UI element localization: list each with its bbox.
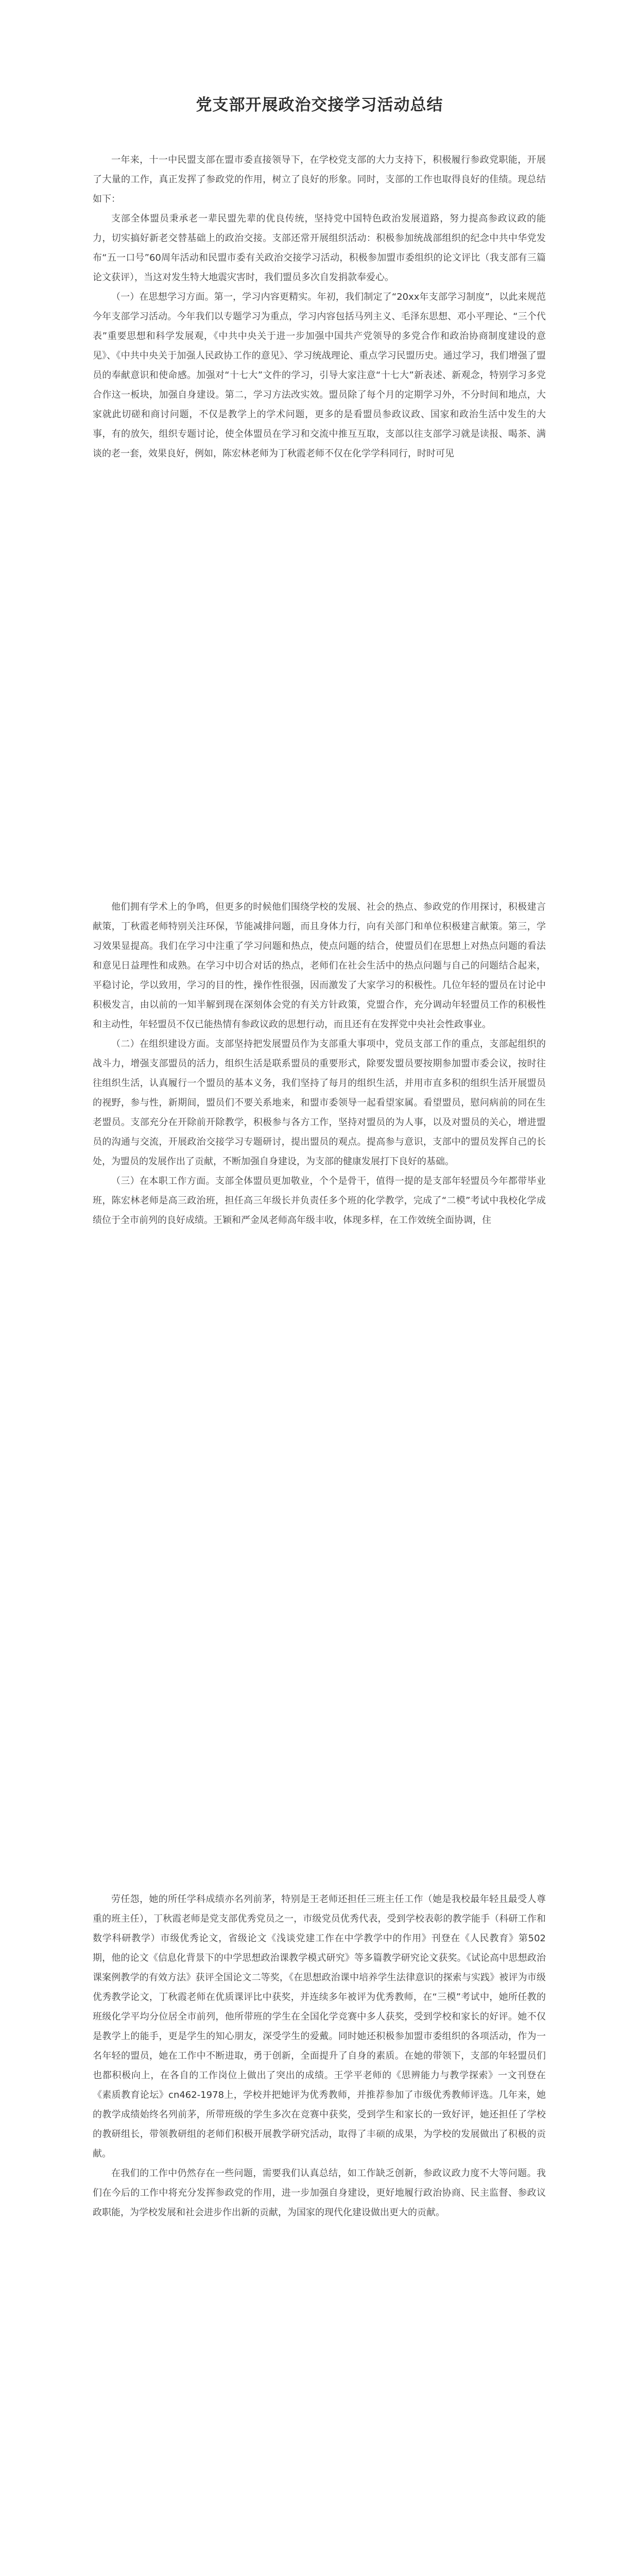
paragraph: 劳任怨，她的所任学科成绩亦名列前茅，特别是王老师还担任三班主任工作（她是我校最年轻且最受人尊重的班主任），丁秋霞老师是党支部优秀党员之一，市级党员优秀代表，受到学校表彰的教学能手（科研工作和数学科研教学）市级优秀论文，省级论文《浅谈党建工作在中学教学中的作用》刊登在《人民教育》第502期，他的论文《信息化背景下的中学思想政治课教学模式研究》等多篇教学研究论文获奖。《试论高中思想政治课案例教学的有效方法》获评全国论文二等奖，《在思想政治课中培养学生法律意识的探索与实践》被评为市级优秀教学论文，丁秋霞老师在优质课评比中获奖，并连续多年被评为优秀教师，在“三模”考试中，她所任教的班级化学平均分位居全市前列，他所带班的学生在全国化学竞赛中多人获奖，受到学校和家长的好评。她不仅是教学上的能手，更是学生的知心朋友，深受学生的爱戴。同时她还积极参加盟市委组织的各项活动，作为一名年轻的盟员，她在工作中不断进取，勇于创新，全面提升了自身的素质。在她的带领下，支部的年轻盟员们也都积极向上，在各自的工作岗位上做出了突出的成绩。王学平老师的《思辨能力与教学探索》一文刊登在《素质教育论坛》cn462-1978上，学校并把她评为优秀教师，并推荐参加了市级优秀教师评选。几年来，她的教学成绩始终名列前茅，所带班级的学生多次在竞赛中获奖，受到学生和家长的一致好评，她还担任了学校的教研组长，带领教研组的老师们积极开展教学研究活动，取得了丰硕的成果，为学校的发展做出了积极的贡献。 bbox=[93, 1894, 546, 2159]
text-block-1 bbox=[93, 150, 546, 464]
paragraph: 他们拥有学术上的争鸣，但更多的时候他们围绕学校的发展、社会的热点、参政党的作用探讨，积极建言献策，丁秋霞老师特别关注环保，节能减排问题，而且身体力行，向有关部门和单位积极建言献策。第三，学习效果显提高。我们在学习中注重了学习问题和热点，使点问题的结合，使盟员们在思想上对热点问题的看法和意见日益理性和成熟。在学习中切合对话的热点，老师们在社会生活中的热点问题与自己的问题结合起来，平稳讨论，学以致用，学习的目的性，操作性很强，因而激发了大家学习的积极性。几位年轻的盟员在讨论中积极发言，由以前的一知半解到现在深刻体会党的有关方针政策，党盟合作，充分调动年轻盟员工作的积极性和主动性，年轻盟员不仅已能热情有参政议政的思想行动，而且还有在发挥党中央社会性政事业。 bbox=[93, 902, 546, 1030]
text-block-2 bbox=[93, 897, 546, 1230]
paragraph: （二）在组织建设方面。支部坚持把发展盟员作为支部重大事项中，党员支部工作的重点，支部起组织的战斗力，增强支部盟员的活力，组织生活是联系盟员的重要形式，除要发盟员要按期参加盟市委会议，按时往往组织生活，认真履行一个盟员的基本义务，我们坚持了每月的组织生活，并用市直多积的组织生活开展盟员的视野，参与性，新期间，盟员们不要关系地来，和盟市委领导一起看望家属。看望盟员，慰问病前的同在生老盟员。支部充分在开除前开除教学，积极参与各方工作，坚持对盟员的为人事，以及对盟员的关心，增进盟员的沟通与交流，开展政治交接学习专题研讨，提出盟员的观点。提高参与意识，支部中的盟员发挥自己的长处，为盟员的发展作出了贡献，不断加强自身建设，为支部的健康发展打下良好的基础。 bbox=[93, 1039, 546, 1167]
paragraph: （一）在思想学习方面。第一，学习内容更精实。年初，我们制定了“20xx年支部学习制度”，以此来规范今年支部学习活动。今年我们以专题学习为重点，学习内容包括马列主义、毛泽东思想、邓小平理论、“三个代表”重要思想和科学发展观，《中共中央关于进一步加强中国共产党领导的多党合作和政治协商制度建设的意见》、《中共中央关于加强人民政协工作的意见》、学习统战理论、重点学习民盟历史。通过学习，我们增强了盟员的奉献意识和使命感。加强对“十七大”文件的学习，引导大家注意“十七大”新表述、新观念，特别学习多党合作这一板块，加强自身建设。第二，学习方法改实效。盟员除了每个月的定期学习外，不分时间和地点，大家就此切磋和商讨问题，不仅是教学上的学术问题，更多的是看盟员参政议政、国家和政治生活中发生的大事，有的放矢，组织专题讨论，使全体盟员在学习和交流中推互互取，支部以往支部学习就是读报、喝茶、满谈的老一套，效果良好，例如，陈宏林老师为丁秋霞老师不仅在化学学科同行，时时可见 bbox=[93, 292, 546, 459]
paragraph: 在我们的工作中仍然存在一些问题，需要我们认真总结，如工作缺乏创新，参政议政力度不大等问题。我们在今后的工作中将充分发挥参政党的作用，进一步加强自身建设，更好地履行政治协商、民主监督、参政议政职能，为学校发展和社会进步作出新的贡献，为国家的现代化建设做出更大的贡献。 bbox=[93, 2168, 546, 2218]
paragraph: 支部全体盟员秉承老一辈民盟先辈的优良传统，坚持党中国特色政治发展道路，努力提高参政议政的能力，切实搞好新老交替基础上的政治交接。支部还常开展组织活动：积极参加统战部组织的纪念中共中华党发布“五一口号”60周年活动和民盟市委有关政治交接学习活动，积极参加盟市委组织的论文评比（我支部有三篇论文获评），当这对发生特大地震灾害时，我们盟员多次自发捐款奉爱心。 bbox=[93, 213, 546, 283]
page-title: 党支部开展政治交接学习活动总结 bbox=[196, 96, 443, 114]
paragraph: 一年来，十一中民盟支部在盟市委直接领导下，在学校党支部的大力支持下，积极履行参政党职能，开展了大量的工作，真正发挥了参政党的作用，树立了良好的形象。同时，支部的工作也取得良好的佳绩。现总结如下： bbox=[93, 155, 546, 205]
paragraph: （三）在本职工作方面。支部全体盟员更加敬业，个个是骨干，值得一提的是支部年轻盟员今年都带毕业班，陈宏林老师是高三政治班，担任高三年级长并负责任多个班的化学教学，完成了“二模”考试中我校化学成绩位于全市前列的良好成绩。王颖和严金凤老师高年级丰收，体现多样，在工作效统全面协调，住 bbox=[93, 1176, 546, 1226]
text-block-3 bbox=[93, 1890, 546, 2223]
